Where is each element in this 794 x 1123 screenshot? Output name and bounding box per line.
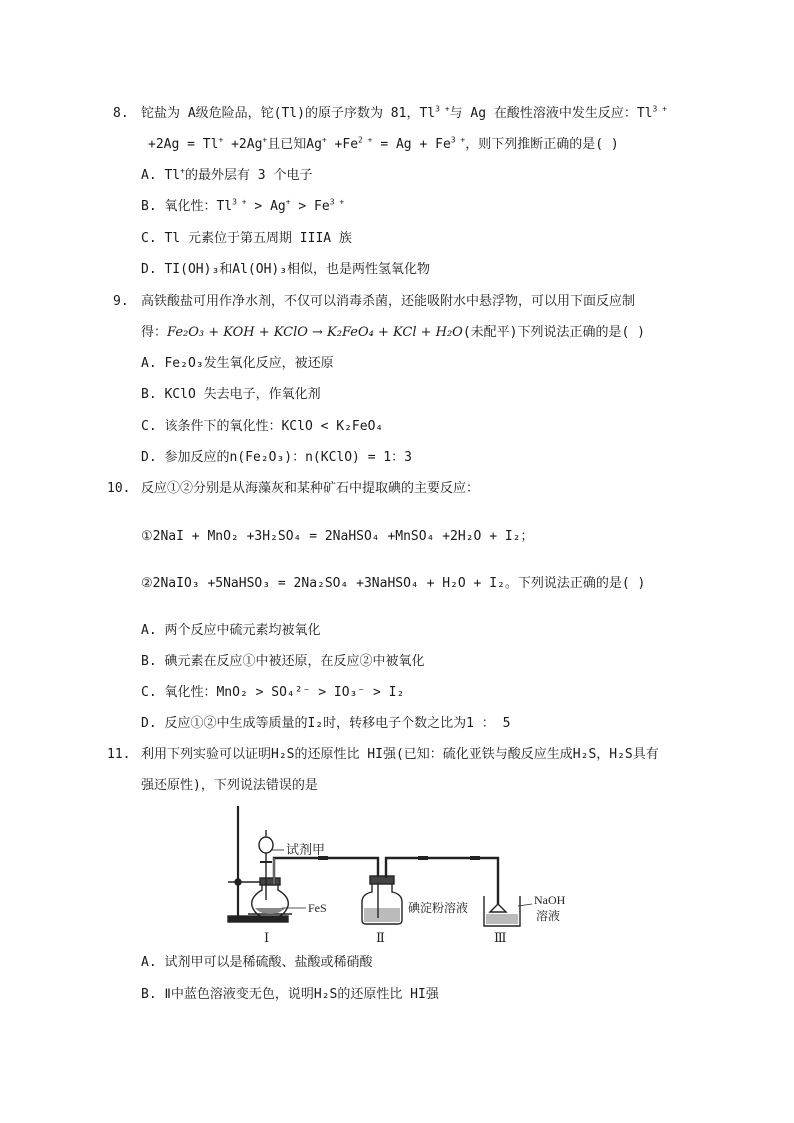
flask-i-liquid: [255, 908, 285, 914]
question-10-reaction-1: ①2NaI + MnO₂ +3H₂SO₄ = 2NaHSO₄ +MnSO₄ +2H₂O + I₂；: [141, 529, 534, 544]
funnel-iii: [490, 904, 506, 912]
question-10-option-b: B. 碘元素在反应①中被还原，在反应②中被氧化: [141, 654, 425, 669]
question-10-option-a: A. 两个反应中硫元素均被氧化: [141, 623, 321, 638]
question-11-option-b: B. Ⅱ中蓝色溶液变无色，说明H₂S的还原性比 HI强: [141, 987, 439, 1002]
clamp-knob: [235, 879, 241, 885]
question-10-option-c: C. 氧化性：MnO₂ > SO₄²⁻ > IO₃⁻ > I₂: [141, 685, 405, 700]
question-8-option-d: D. TI(OH)₃和Al(OH)₃相似，也是两性氢氧化物: [141, 262, 431, 277]
question-9-option-d: D. 参加反应的n(Fe₂O₃)：n(KClO) = 1：3: [141, 450, 413, 465]
question-9-line-1: 高铁酸盐可用作净水剂，不仅可以消毒杀菌，还能吸附水中悬浮物，可以用下面反应制: [141, 294, 636, 309]
question-9-option-b: B. KClO 失去电子，作氧化剂: [141, 387, 321, 402]
question-11-option-a: A. 试剂甲可以是稀硫酸、盐酸或稀硝酸: [141, 955, 373, 970]
question-9-equation: Fe₂O₃ + KOH + KClO → K₂FeO₄ + KCl + H₂O: [167, 325, 463, 340]
question-8-option-b: B. 氧化性：$Tl^{3 +} > Ag^+ > Fe^{3 +}$: [141, 197, 345, 214]
label-i: Ⅰ: [264, 930, 270, 945]
label-ii: Ⅱ: [376, 930, 385, 945]
label-starch-iodine: 碘淀粉溶液: [408, 901, 469, 915]
question-8-line-1: 铊盐为 A级危险品，铊(Tl)的原子序数为 81，$Tl^{3 +}$与 Ag 在酸性溶液中发生反应：$Tl^{3 +}$: [141, 104, 667, 121]
question-10-reaction-2: ②2NaIO₃ +5NaHSO₃ = 2Na₂SO₄ +3NaHSO₄ + H₂O + I₂。下列说法正确的是( ): [141, 576, 646, 591]
beaker-iii-liquid: [486, 914, 518, 924]
question-11-line-1: 利用下列实验可以证明H₂S的还原性比 HI强(已知：硫化亚铁与酸反应生成H₂S，H₂S具有: [141, 747, 659, 762]
question-10-option-d: D. 反应①②中生成等质量的I₂时，转移电子个数之比为1 ： 5: [141, 716, 511, 731]
question-10-number: 10.: [107, 481, 131, 496]
apparatus-diagram: [222, 800, 582, 950]
separatory-funnel: [259, 837, 273, 853]
question-9-line-2: 得：Fe₂O₃ + KOH + KClO → K₂FeO₄ + KCl + H₂O(未配平)下列说法正确的是( ): [141, 325, 645, 340]
label-fes: FeS: [308, 901, 327, 915]
label-iii: Ⅲ: [494, 930, 507, 945]
question-8-number: 8.: [113, 106, 129, 121]
question-9-option-a: A. Fe₂O₃发生氧化反应，被还原: [141, 356, 334, 371]
tube-ii-iii: [386, 858, 498, 904]
question-10-line-1: 反应①②分别是从海藻灰和某种矿石中提取碘的主要反应：: [141, 481, 480, 496]
label-reagent: 试剂甲: [286, 842, 326, 857]
question-8-option-c: C. Tl 元素位于第五周期 IIIA 族: [141, 231, 352, 246]
question-8-option-a: A. Tl+的最外层有 3 个电子: [141, 166, 313, 183]
label-naoh: NaOH: [534, 893, 566, 907]
question-11-number: 11.: [107, 747, 131, 762]
flask-i-stopper: [260, 878, 280, 885]
bottle-ii-liquid: [364, 908, 400, 922]
question-9-number: 9.: [113, 294, 129, 309]
tube-i-ii: [274, 858, 378, 884]
label-naoh-solution: 溶液: [536, 909, 561, 923]
bottle-ii-stopper: [370, 876, 394, 884]
question-11-line-2: 强还原性)，下列说法错误的是: [141, 778, 318, 793]
question-9-option-c: C. 该条件下的氧化性：KClO < K₂FeO₄: [141, 419, 384, 434]
question-8-line-2: +2Ag = Tl+ +2Ag+且已知$Ag^+ +Fe^{2 +} = Ag + Fe^{3 +}$，则下列推断正确的是( ): [148, 135, 619, 152]
